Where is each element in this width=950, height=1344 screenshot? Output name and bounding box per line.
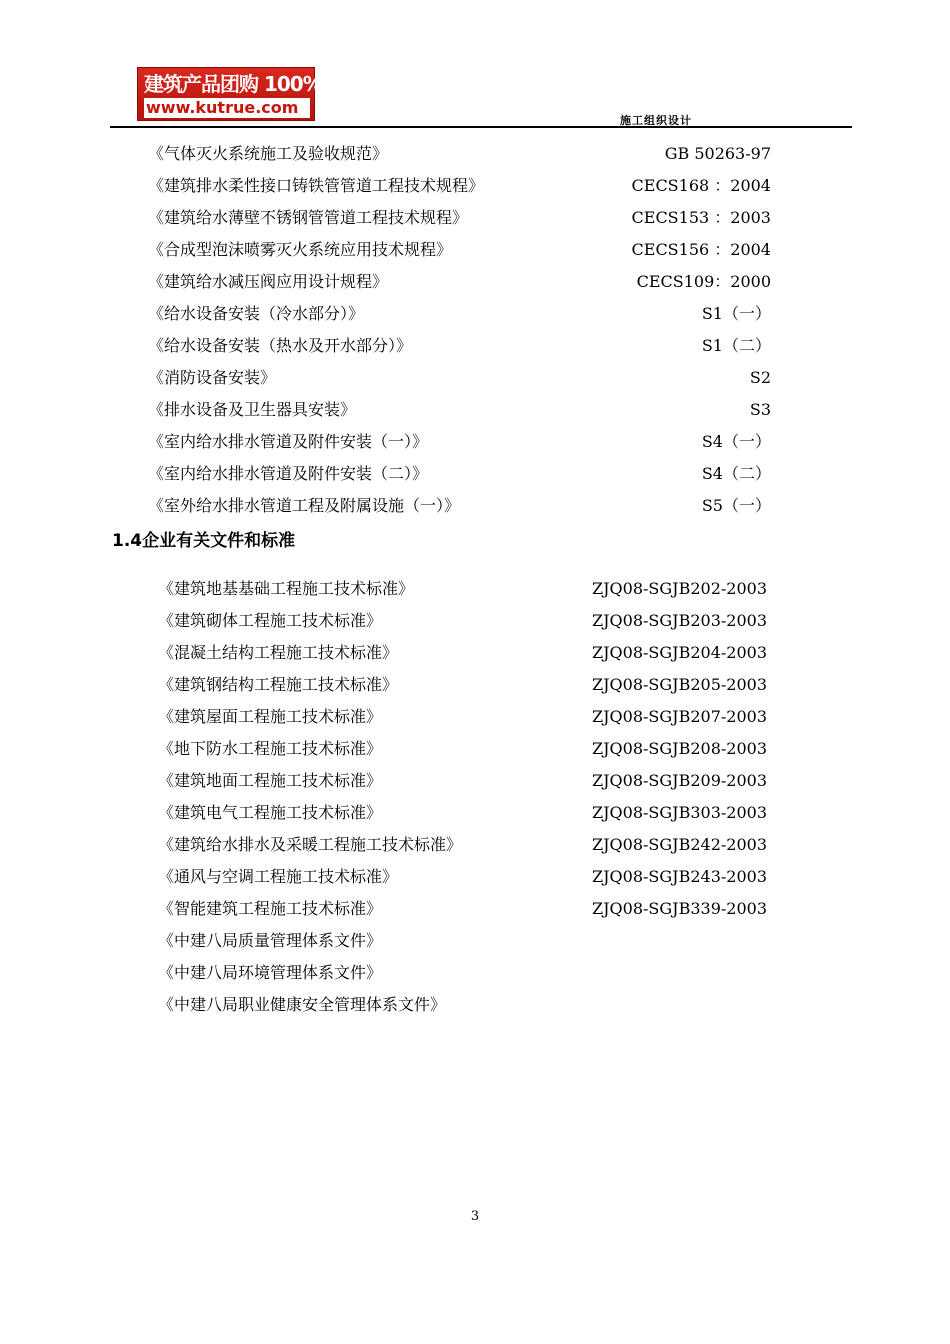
- header-title: 施工组织设计: [620, 114, 692, 127]
- standard-title: 《建筑给水减压阀应用设计规程》: [148, 272, 389, 291]
- standard-title: 《混凝土结构工程施工技术标准》: [158, 643, 399, 662]
- standard-title: 《建筑屋面工程施工技术标准》: [158, 707, 383, 726]
- standard-code: CECS168 ：2004: [631, 176, 771, 195]
- standard-code: CECS109：2000: [636, 272, 771, 291]
- standard-title: 《建筑地面工程施工技术标准》: [158, 771, 383, 790]
- standard-title: 《地下防水工程施工技术标准》: [158, 739, 383, 758]
- standard-title: 《建筑砌体工程施工技术标准》: [158, 611, 383, 630]
- brand-logo[interactable]: [137, 67, 360, 121]
- standard-code: S4（一）: [701, 432, 771, 451]
- standard-title: 《排水设备及卫生器具安装》: [148, 400, 357, 419]
- standard-code: S1（二）: [701, 336, 771, 355]
- standard-code: S2: [749, 368, 771, 387]
- standard-title: 《合成型泡沫喷雾灭火系统应用技术规程》: [148, 240, 453, 259]
- standard-title: 《建筑排水柔性接口铸铁管管道工程技术规程》: [148, 176, 485, 195]
- standard-code: ZJQ08-SGJB204-2003: [592, 643, 767, 662]
- standard-title: 《通风与空调工程施工技术标准》: [158, 867, 399, 886]
- standard-title: 《气体灭火系统施工及验收规范》: [148, 144, 389, 163]
- standard-title: 《给水设备安装（冷水部分）》: [148, 304, 365, 323]
- standard-code: ZJQ08-SGJB207-2003: [592, 707, 767, 726]
- standard-title: 《给水设备安装（热水及开水部分）》: [148, 336, 413, 355]
- standard-title: 《中建八局职业健康安全管理体系文件》: [158, 995, 447, 1014]
- logo-url: www.kutrue.com: [144, 98, 310, 118]
- logo-slogan: 建筑产品团购 100%正品: [144, 72, 360, 96]
- standard-title: 《室外给水排水管道工程及附属设施（一）》: [148, 496, 461, 515]
- standard-code: CECS153 ：2003: [631, 208, 771, 227]
- standard-code: ZJQ08-SGJB202-2003: [592, 579, 767, 598]
- standard-title: 《室内给水排水管道及附件安装（一）》: [148, 432, 429, 451]
- standard-title: 《建筑给水排水及采暖工程施工技术标准》: [158, 835, 463, 854]
- standard-code: CECS156 ：2004: [631, 240, 771, 259]
- standard-code: S3: [749, 400, 771, 419]
- section-heading: 1.4企业有关文件和标准: [112, 531, 296, 551]
- standard-code: ZJQ08-SGJB243-2003: [592, 867, 767, 886]
- standard-code: ZJQ08-SGJB208-2003: [592, 739, 767, 758]
- standard-title: 《建筑钢结构工程施工技术标准》: [158, 675, 399, 694]
- standard-title: 《智能建筑工程施工技术标准》: [158, 899, 383, 918]
- standard-code: S1（一）: [701, 304, 771, 323]
- standard-code: S5（一）: [701, 496, 771, 515]
- standard-title: 《建筑地基基础工程施工技术标准》: [158, 579, 415, 598]
- standard-code: ZJQ08-SGJB339-2003: [592, 899, 767, 918]
- page-number: 3: [470, 1209, 480, 1224]
- header-divider: [110, 126, 852, 128]
- standard-title: 《中建八局环境管理体系文件》: [158, 963, 383, 982]
- standard-title: 《室内给水排水管道及附件安装（二）》: [148, 464, 429, 483]
- standard-code: ZJQ08-SGJB203-2003: [592, 611, 767, 630]
- standard-code: ZJQ08-SGJB242-2003: [592, 835, 767, 854]
- standard-title: 《建筑电气工程施工技术标准》: [158, 803, 383, 822]
- standard-title: 《建筑给水薄壁不锈钢管管道工程技术规程》: [148, 208, 469, 227]
- standard-code: S4（二）: [701, 464, 771, 483]
- standard-title: 《消防设备安装》: [148, 368, 277, 387]
- standard-title: 《中建八局质量管理体系文件》: [158, 931, 383, 950]
- standard-code: GB 50263-97: [664, 144, 771, 163]
- standard-code: ZJQ08-SGJB205-2003: [592, 675, 767, 694]
- standard-code: ZJQ08-SGJB303-2003: [592, 803, 767, 822]
- standard-code: ZJQ08-SGJB209-2003: [592, 771, 767, 790]
